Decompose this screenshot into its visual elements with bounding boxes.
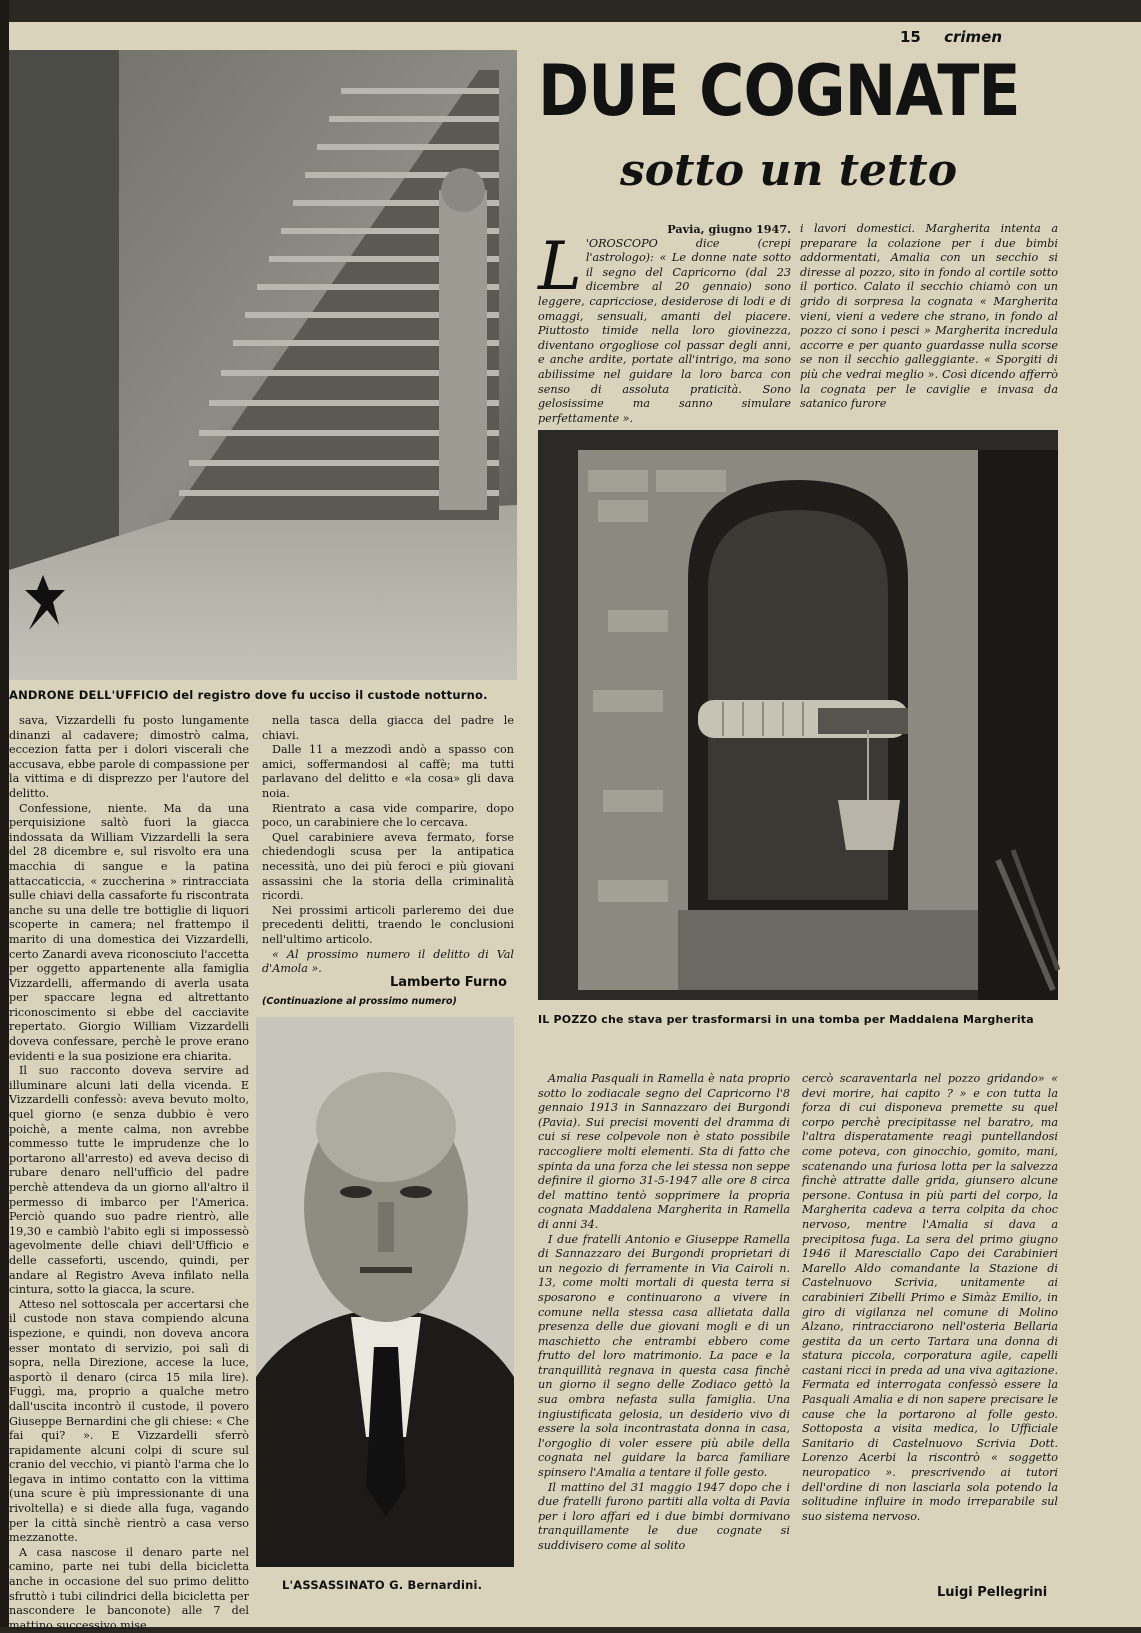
dateline: Pavia, giugno 1947. bbox=[667, 222, 791, 236]
portrait-caption: L'ASSASSINATO G. Bernardini. bbox=[282, 1578, 483, 1592]
paragraph: Confessione, niente. Ma da una perquisizione saltò fuori la giacca indossata da William Vizzardelli la sera del 28 dicembre e, sul risvolto era una macchia di sangue e la patina attaccaticcia, « zuccherina » rintracciata sulle chiavi della cassaforte fu riscontrata anche su una delle tre bottiglie di liquori scoperte in camera; nel frattempo il marito di una domestica dei Vizzardelli, certo Zanardi aveva riconosciuto l'accetta per oggetto appartenente alla famiglia Vizzardelli, affermando di averla usata per spaccare legna ed altrettanto riconoscimento si ebbe del cacciavite repertato. Giorgio William Vizzardelli doveva confessare, perchè le prove erano evidenti e la sua posizione era chiarita. bbox=[9, 801, 249, 1063]
scan-top-edge bbox=[0, 0, 1141, 22]
drop-cap: L bbox=[538, 227, 582, 305]
article-title: DUE COGNATE bbox=[538, 50, 1020, 132]
paragraph: Quel carabiniere aveva fermato, forse chiedendogli scusa per la antipatica necessità, uno dei più feroci e più giovani assassini che la storia della criminalità ricordi. bbox=[262, 830, 514, 903]
author-left: Lamberto Furno bbox=[390, 975, 507, 990]
intro-text: 'OROSCOPO dice (crepi l'astrologo): « Le donne nate sotto il segno del Capricorno (dal 23 dicembre al 20 gennaio) sono leggere, capricciose, desiderose di lodi e di omaggi, sensuali, amanti del piacere. Piuttosto timide nella loro giovinezza, diventano orgogliose col passar degli anni, e anche ardite, portate all'intrigo, ma sono abilissime nel guidare la loro barca con senso di assoluta praticità. Sono gelosissime ma sanno simulare perfettamente ». bbox=[538, 236, 791, 425]
intro-column-right bbox=[800, 222, 1058, 420]
paragraph: Dalle 11 a mezzodì andò a spasso con amici, soffermandosi al caffè; ma tutti parlavano del delitto e «la cosa» gli dava noia. bbox=[262, 743, 514, 800]
left-article-col1 bbox=[9, 714, 249, 1632]
continuation-note: (Continuazione al prossimo numero) bbox=[262, 996, 457, 1007]
paragraph: « Al prossimo numero il delitto di Val d'Amola ». bbox=[262, 947, 514, 976]
well-photo bbox=[538, 430, 1058, 1000]
intro-column-left bbox=[538, 222, 791, 425]
magazine-name: crimen bbox=[944, 28, 1003, 46]
paragraph: Il suo racconto doveva servire ad illuminare alcuni lati della vicenda. E Vizzardelli confessò: aveva bevuto molto, quel giorno (e senza dubbio è vero poichè, a mente calma, non avrebbe commesso tutte le imprudenze che lo portarono all'arresto) ed aveva deciso di rubare denaro nell'ufficio del padre perchè attendeva da un giorno all'altro il permesso di imbarco per l'America. Perciò quando suo padre rientrò, alle 19,30 e cambiò l'abito egli si impossessò agevolmente delle chiavi dell'Ufficio e delle casseforti, uscendo, quindi, per andare al Registro Aveva infilato nella cintura, sotto la giacca, la scure. bbox=[9, 1064, 249, 1297]
right-article-col1 bbox=[538, 1072, 790, 1607]
stairs-photo bbox=[9, 50, 517, 680]
page-number: 15 bbox=[900, 28, 921, 46]
paragraph: nella tasca della giacca del padre le chiavi. bbox=[262, 714, 514, 742]
left-article-col2 bbox=[262, 714, 514, 976]
intro-text-right: i lavori domestici. Margherita intenta a preparare la colazione per i due bimbi addormentati, Amalia con un secchio si diresse al pozzo, sito in fondo al cortile sotto il portico. Calato il secchio chiamò con un grido di sorpresa la cognata « Margherita vieni, vieni a vedere che strano, in fondo al pozzo ci sono i pesci » Margherita incredula accorre e per quanto guardasse nulla scorse se non il secchio galleggiante. « Sporgiti di più che vedrai meglio ». Così dicendo afferrò la cognata per le caviglie e invasa da satanico furore bbox=[800, 222, 1058, 411]
paragraph: sava, Vizzardelli fu posto lungamente dinanzi al cadavere; dimostrò calma, eccezion fatta per i dolori viscerali che accusava, ebbe parole di compassione per la vittima e di disprezzo per l'autore del delitto. bbox=[9, 714, 249, 800]
paragraph: Rientrato a casa vide comparire, dopo poco, un carabiniere che lo cercava. bbox=[262, 801, 514, 830]
paragraph: Amalia Pasquali in Ramella è nata proprio sotto lo zodiacale segno del Capricorno l'8 gennaio 1913 in Sannazzaro dei Burgondi (Pavia). Sui precisi moventi del dramma di cui si rese colpevole non è stato possibile raccogliere molti elementi. Sta di fatto che spinta da una forza che lei stessa non seppe definire il giorno 31-5-1947 alle ore 8 circa del mattino tentò sopprimere la propria cognata Maddalena Margherita in Ramella di anni 34. bbox=[538, 1072, 790, 1231]
author-right: Luigi Pellegrini bbox=[937, 1585, 1048, 1600]
right-article-col2 bbox=[802, 1072, 1058, 1582]
paragraph: cercò scaraventarla nel pozzo gridando» « devi morire, hai capito ? » e con tutta la forza di cui disponeva premette su quel corpo perchè precipitasse nel baratro, ma l'altra disperatamente reagì puntellandosi come poteva, con ginocchio, gomito, mani, scatenando una furiosa lotta per la salvezza finchè attratte dalle grida, giunsero alcune persone. Contusa in più parti del corpo, la Margherita cadeva a terra colpita da choc nervoso, mentre l'Amalia si dava a precipitosa fuga. La sera del primo giugno 1946 il Maresciallo Capo dei Carabinieri Marello Aldo comandante la Stazione di Castelnuovo Scrivia, unitamente ai carabinieri Zibelli Primo e Simàz Emilio, in giro di vigilanza nel comune di Molino Alzano, rintracciarono nell'osteria Bellaria gestita da un certo Tartara una donna di statura piccola, corporatura agile, capelli castani ricci in preda ad una viva agitazione. Fermata ed interrogata confessò essere la Pasquali Amalia e di non sapere precisare le cause che la portarono al folle gesto. Sottoposta a visita medica, lo Ufficiale Sanitario di Castelnuovo Scrivia Dott. Lorenzo Acerbi la riscontrò « soggetto neuropatico ». prescrivendo ai tutori dell'ordine di non lasciarla sola potendo la solitudine influire in modo irreparabile sul suo sistema nervoso. bbox=[802, 1072, 1058, 1523]
paragraph: I due fratelli Antonio e Giuseppe Ramella di Sannazzaro dei Burgondi proprietari di un negozio di ferramente in Via Cairoli n. 13, come molti mortali di questa terra si sposarono e continuarono a vivere in comune nella stessa casa allietata dalla presenza delle due giovani mogli e di un maschietto che entrambi ebbero come frutto del loro matrimonio. La pace e la tranquillità regnava in questa casa finchè un giorno il segno delle Zodiaco gettò la sua ombra nefasta sulla famiglia. Una ingiustificata gelosia, un desiderio vivo di essere la sola incontrastata donna in casa, l'orgoglio di voler essere più abile della cognata nel guidare la barca familiare spinsero l'Amalia a tentare il folle gesto. bbox=[538, 1232, 790, 1480]
paragraph: A casa nascose il denaro parte nel camino, parte nei tubi della bicicletta anche in occasione del suo primo delitto sfruttò i tubi cilindrici della bicicletta per nascondere le banconote) alle 7 del mattino successivo mise bbox=[9, 1545, 249, 1632]
well-caption: IL POZZO che stava per trasformarsi in una tomba per Maddalena Margherita bbox=[538, 1013, 1034, 1026]
paragraph: Atteso nel sottoscala per accertarsi che il custode non stava compiendo alcuna ispezione, e quindi, non doveva ancora esser montato di servizio, poi salì di sopra, nella Direzione, accese la luce, asportò il denaro (circa 15 mila lire). Fuggì, ma, proprio a qualche metro dall'uscita incontrò il custode, il povero Giuseppe Bernardini che gli chiese: « Che fai qui? ». E Vizzardelli sferrò rapidamente alcuni colpi di scure sul cranio del vecchio, vi piantò l'arma che lo legava in intimo contatto con la vittima (una scure è più impressionante di una rivoltella) e si diede alla fuga, vagando per la città sinchè rientrò a casa verso mezzanotte. bbox=[9, 1297, 249, 1545]
stairs-caption: ANDRONE DELL'UFFICIO del registro dove fu ucciso il custode notturno. bbox=[9, 688, 488, 702]
scan-left-edge bbox=[0, 0, 9, 1627]
page-header bbox=[900, 28, 1060, 46]
paragraph: Nei prossimi articoli parleremo dei due precedenti delitti, traendo le conclusioni nell'ultimo articolo. bbox=[262, 903, 514, 946]
article-subtitle: sotto un tetto bbox=[620, 145, 958, 196]
portrait-photo bbox=[256, 1017, 514, 1567]
paragraph: Il mattino del 31 maggio 1947 dopo che i due fratelli furono partiti alla volta di Pavia per i loro affari ed i due bimbi dormivano tranquillamente le due cognate si suddivisero come al solito bbox=[538, 1480, 790, 1552]
